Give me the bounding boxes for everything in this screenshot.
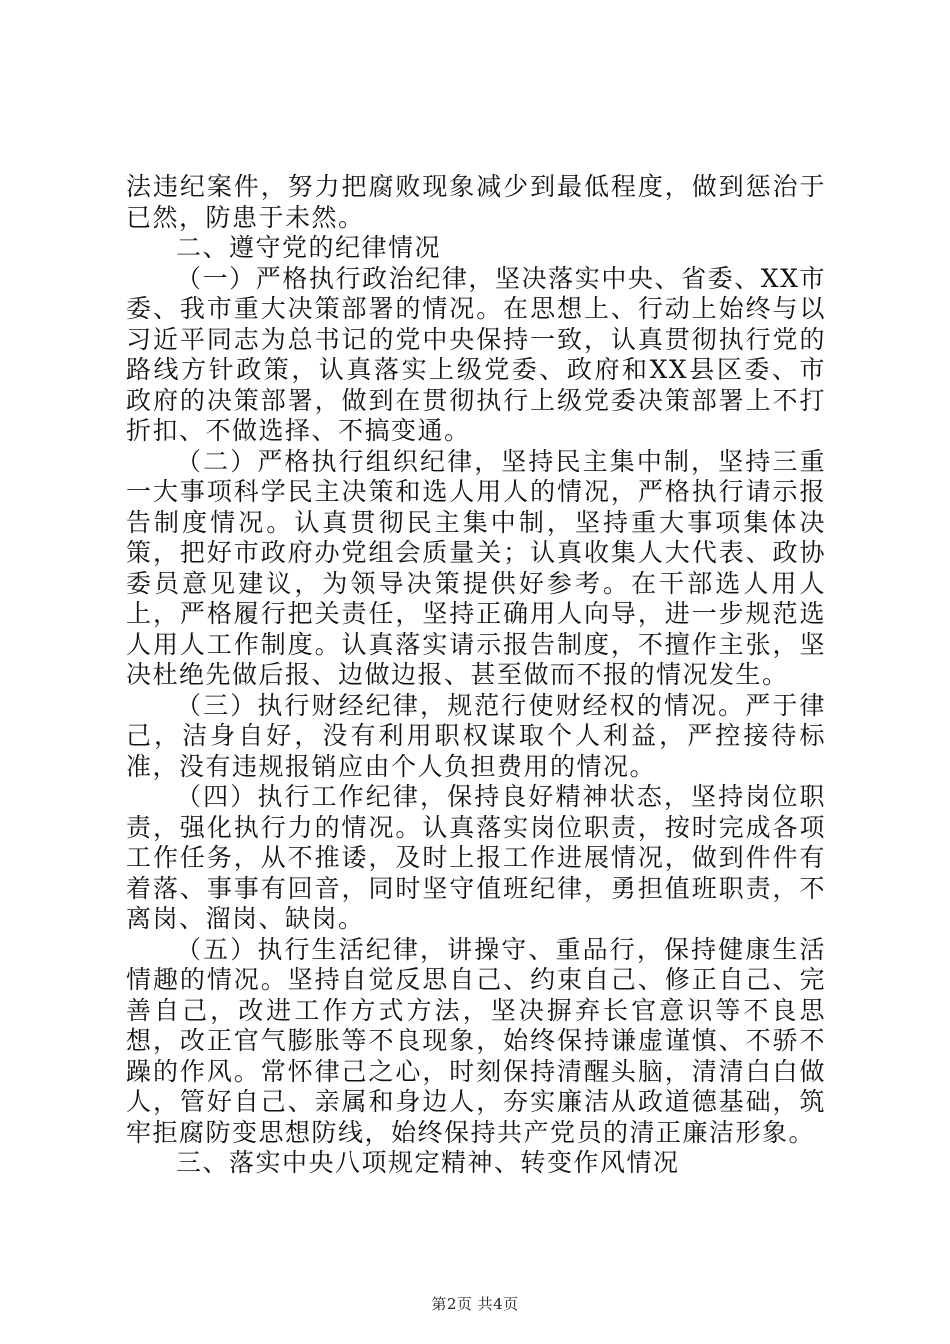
page-number-footer: 第2页 共4页 <box>431 1295 519 1313</box>
section-heading-eight-rules: 三、落实中央八项规定精神、转变作风情况 <box>176 1148 680 1177</box>
section-heading-discipline: 二、遵守党的纪律情况 <box>176 233 442 262</box>
paragraph-political-discipline: （一）严格执行政治纪律，坚决落实中央、省委、XX市委、我市重大决策部署的情况。在思想上、行动上始终与以习近平同志为总书记的党中央保持一致，认真贯彻执行党的路线方针政策，认真落实上级党委、政府和XX县区委、市政府的决策部署，做到在贯彻执行上级党委决策部署上不打折扣、不做选择、不搞变通。 <box>126 263 826 445</box>
paragraph-organizational-discipline: （二）严格执行组织纪律，坚持民主集中制，坚持三重一大事项科学民主决策和选人用人的情况，严格执行请示报告制度情况。认真贯彻民主集中制，坚持重大事项集体决策，把好市政府办党组会质量关；认真收集人大代表、政协委员意见建议，为领导决策提供好参考。在干部选人用人上，严格履行把关责任，坚持正确用人向导，进一步规范选人用人工作制度。认真落实请示报告制度，不擅作主张，坚决杜绝先做后报、边做边报、甚至做而不报的情况发生。 <box>126 446 826 689</box>
paragraph-life-discipline: （五）执行生活纪律，讲操守、重品行，保持健康生活情趣的情况。坚持自觉反思自己、约束自己、修正自己、完善自己，改进工作方式方法，坚决摒弃长官意识等不良思想，改正官气膨胀等不良现象，始终保持谦虚谨慎、不骄不躁的作风。常怀律己之心，时刻保持清醒头脑，清清白白做人，管好自己、亲属和身边人，夯实廉洁从政道德基础，筑牢拒腐防变思想防线，始终保持共产党员的清正廉洁形象。 <box>126 934 826 1147</box>
paragraph-financial-discipline: （三）执行财经纪律，规范行使财经权的情况。严于律己，洁身自好，没有利用职权谋取个人利益，严控接待标准，没有违规报销应由个人负担费用的情况。 <box>126 690 826 781</box>
paragraph-continuation: 法违纪案件，努力把腐败现象减少到最低程度，做到惩治于已然，防患于未然。 <box>126 172 826 232</box>
document-body <box>126 172 826 1179</box>
paragraph-work-discipline: （四）执行工作纪律，保持良好精神状态，坚持岗位职责，强化执行力的情况。认真落实岗位职责，按时完成各项工作任务，从不推诿，及时上报工作进展情况，做到件件有着落、事事有回音，同时坚守值班纪律，勇担值班职责，不离岗、溜岗、缺岗。 <box>126 782 826 933</box>
